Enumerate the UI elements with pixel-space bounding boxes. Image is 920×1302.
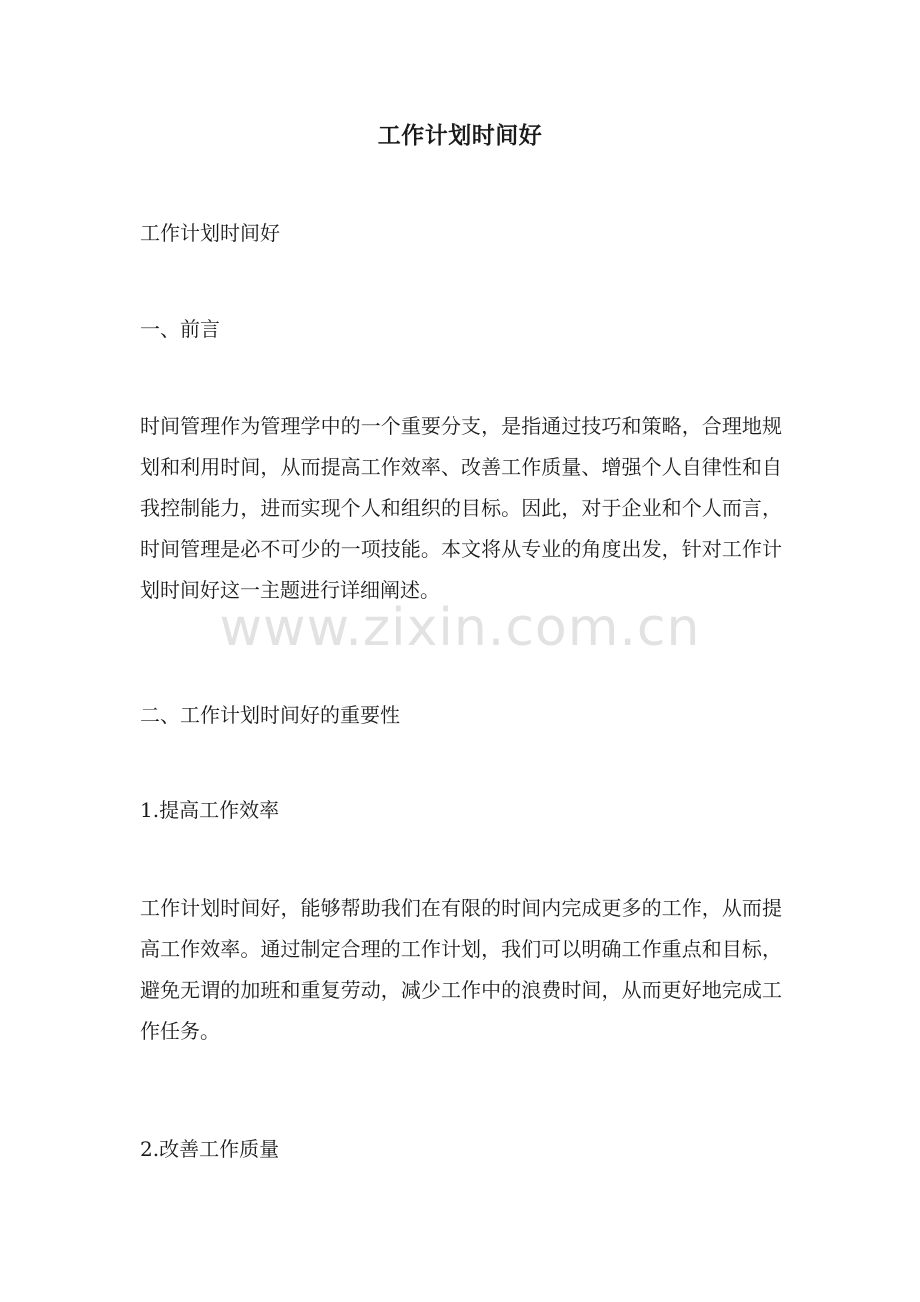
subheading-quality: 2.改善工作质量: [140, 1137, 280, 1161]
document-title: 工作计划时间好: [377, 123, 543, 149]
section-heading-preface: 一、前言: [140, 317, 220, 341]
subheading-efficiency: 1.提高工作效率: [140, 798, 280, 822]
paragraph-efficiency: 工作计划时间好，能够帮助我们在有限的时间内完成更多的工作，从而提高工作效率。通过制定合理的工作计划，我们可以明确工作重点和目标，避免无谓的加班和重复劳动，减少工作中的浪费时间，从而更好地完成工作任务。: [140, 896, 782, 1043]
document-subtitle: 工作计划时间好: [140, 221, 280, 245]
section-heading-importance: 二、工作计划时间好的重要性: [140, 703, 400, 727]
paragraph-preface: 时间管理作为管理学中的一个重要分支，是指通过技巧和策略，合理地规划和利用时间，从而提高工作效率、改善工作质量、增强个人自律性和自我控制能力，进而实现个人和组织的目标。因此，对于企业和个人而言，时间管理是必不可少的一项技能。本文将从专业的角度出发，针对工作计划时间好这一主题进行详细阐述。: [140, 414, 782, 602]
watermark: www.zixin.com.cn: [219, 598, 701, 658]
